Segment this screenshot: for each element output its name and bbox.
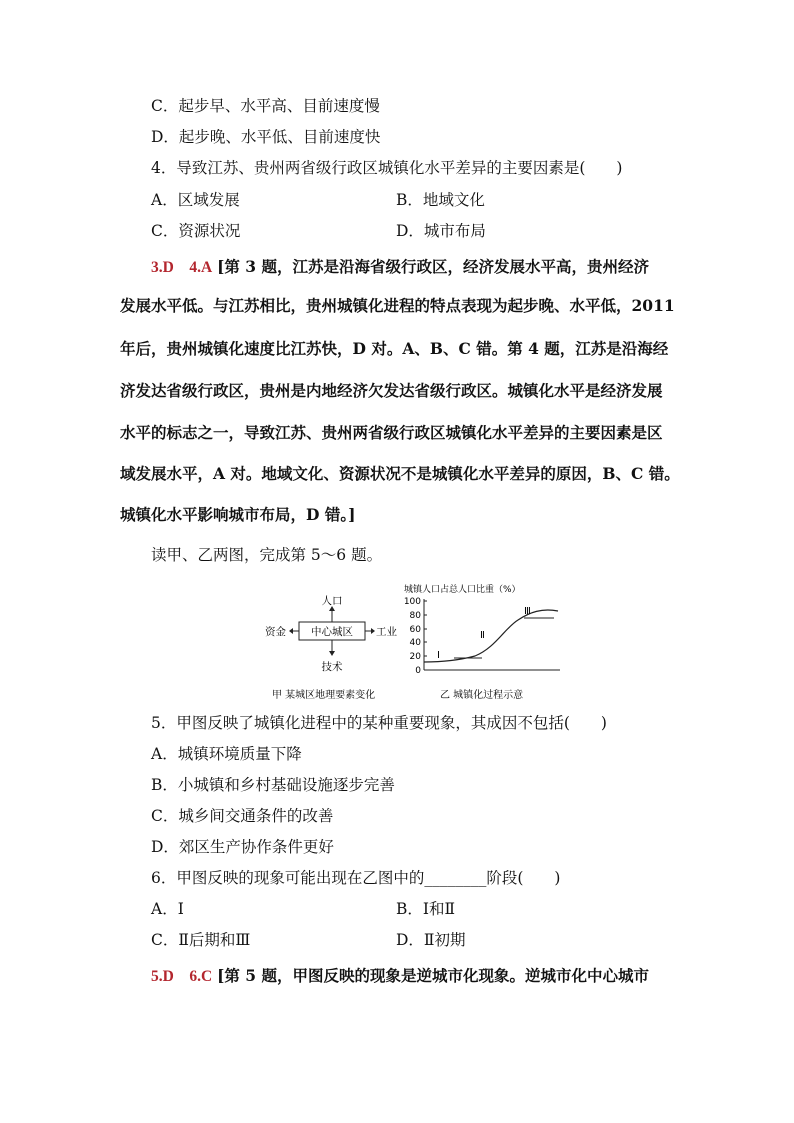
- yi-stage-2-label: Ⅱ: [480, 630, 485, 641]
- yi-tick-label-40: 40: [409, 638, 421, 648]
- q6-stem: 6．甲图反映的现象可能出现在乙图中的________阶段( ): [151, 869, 561, 887]
- q5-stem: 5．甲图反映了城镇化进程中的某种重要现象，其成因不包括( ): [151, 714, 607, 732]
- yi-tick-label-60: 60: [409, 625, 421, 635]
- label-population: 人口: [321, 595, 343, 607]
- q3-option-d: D．起步晚、水平低、目前速度快: [151, 128, 381, 146]
- yi-stage-3-label: Ⅲ: [524, 606, 531, 617]
- yi-stage-1-label: Ⅰ: [437, 650, 440, 661]
- q6-option-a: A．Ⅰ: [151, 900, 184, 918]
- explanation1-line-3: 年后，贵州城镇化速度比江苏快，D 对。A、B、C 错。第 4 题，江苏是沿海经: [120, 339, 669, 358]
- caption-jia: 甲 某城区地理要素变化: [272, 690, 376, 701]
- q6-option-c: C．Ⅱ后期和Ⅲ: [151, 931, 251, 949]
- q5-option-b: B．小城镇和乡村基础设施逐步完善: [151, 776, 395, 794]
- arrow-left-head: [289, 628, 293, 634]
- arrow-down-head: [329, 651, 335, 656]
- explanation1-line-7: 城镇化水平影响城市布局，D 错。]: [120, 505, 356, 524]
- figure-intro: 读甲、乙两图，完成第 5～6 题。: [151, 546, 383, 564]
- yi-tick-label-100: 100: [403, 597, 421, 607]
- explanation2-line-1: [第 5 题，甲图反映的现象是逆城市化现象。逆城市化中心城市: [217, 966, 649, 985]
- explanation1-line-2: 发展水平低。与江苏相比，贵州城镇化进程的特点表现为起步晚、水平低，2011: [120, 296, 675, 315]
- yi-tick-label-20: 20: [409, 652, 421, 662]
- q6-option-b: B．Ⅰ和Ⅱ: [396, 900, 456, 918]
- yi-tick-label-80: 80: [409, 611, 421, 621]
- label-industry: 工业: [376, 626, 397, 638]
- center-label: 中心城区: [311, 626, 353, 638]
- answers-5-6: 5.D 6.C: [151, 968, 213, 985]
- yi-tick-label-0: 0: [415, 666, 421, 676]
- explanation2-first-line: [151, 966, 649, 987]
- explanation1-line-1: [第 3 题，江苏是沿海省级行政区，经济发展水平高，贵州经济: [217, 257, 649, 276]
- arrow-right-head: [371, 628, 375, 634]
- answers-3-4: 3.D 4.A: [151, 259, 213, 276]
- label-technology: 技术: [321, 661, 343, 673]
- q4-stem: 4．导致江苏、贵州两省级行政区城镇化水平差异的主要因素是( ): [151, 159, 623, 177]
- explanation1-first-line: [151, 257, 649, 278]
- q5-option-c: C．城乡间交通条件的改善: [151, 807, 334, 825]
- q5-option-d: D．郊区生产协作条件更好: [151, 838, 334, 856]
- q6-option-d: D．Ⅱ初期: [396, 931, 466, 949]
- yi-ylabel: 城镇人口占总人口比重（%）: [404, 585, 521, 595]
- caption-yi: 乙 城镇化过程示意: [440, 690, 524, 701]
- q4-option-b: B．地域文化: [396, 191, 485, 209]
- q5-option-a: A．城镇环境质量下降: [151, 745, 302, 763]
- figure-yi: [400, 582, 570, 704]
- q4-option-d: D．城市布局: [396, 222, 486, 240]
- explanation1-line-6: 域发展水平，A 对。地域文化、资源状况不是城镇化水平差异的原因，B、C 错。: [120, 464, 680, 483]
- q4-option-c: C．资源状况: [151, 222, 241, 240]
- q3-option-c: C．起步早、水平高、目前速度慢: [151, 97, 380, 115]
- q4-option-a: A．区域发展: [151, 191, 240, 209]
- figure-jia: [262, 592, 402, 702]
- explanation1-line-5: 水平的标志之一，导致江苏、贵州两省级行政区城镇化水平差异的主要因素是区: [120, 423, 663, 442]
- label-capital: 资金: [265, 626, 286, 638]
- explanation1-line-4: 济发达省级行政区，贵州是内地经济欠发达省级行政区。城镇化水平是经济发展: [120, 381, 663, 400]
